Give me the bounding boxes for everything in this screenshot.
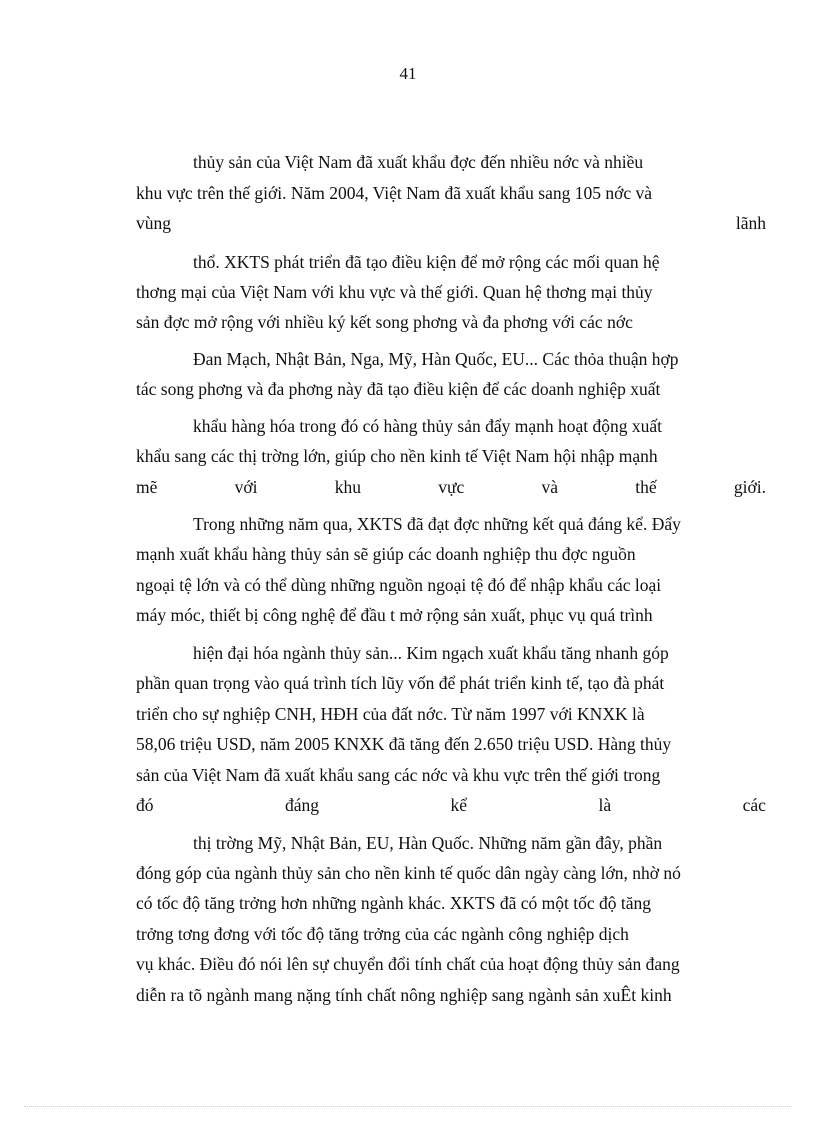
word: kể <box>450 795 468 815</box>
text-line: thị trờng Mỹ, Nhật Bản, EU, Hàn Quốc. Những năm gần đây, phần <box>193 833 663 853</box>
text-line: khu vực trên thế giới. Năm 2004, Việt Nam đã xuất khẩu sang 105 nớc và <box>136 183 653 203</box>
word: thế <box>635 477 657 497</box>
text-line: Đan Mạch, Nhật Bản, Nga, Mỹ, Hàn Quốc, EU... Các thỏa thuận hợp <box>193 349 679 369</box>
word: là <box>598 795 612 815</box>
text-line: Trong những năm qua, XKTS đã đạt đợc những kết quả đáng kể. Đẩy <box>193 514 681 534</box>
text-line: ngoại tệ lớn và có thể dùng những nguồn ngoại tệ đó để nhập khẩu các loại <box>136 575 662 595</box>
text-line: diễn ra tõ ngành mang nặng tính chất nông nghiệp sang ngành sản xuÊt kinh <box>136 985 672 1005</box>
text-line: thủy sản của Việt Nam đã xuất khẩu đợc đến nhiều nớc và nhiều <box>193 152 644 172</box>
text-line: khẩu sang các thị trờng lớn, giúp cho nền kinh tế Việt Nam hội nhập mạnh <box>136 446 658 466</box>
text-line: sản đợc mở rộng với nhiều ký kết song phơng và đa phơng với các nớc <box>136 312 633 332</box>
text-line-spread <box>136 474 766 500</box>
text-line: phần quan trọng vào quá trình tích lũy vốn để phát triển kinh tế, tạo đà phát <box>136 673 665 693</box>
word: vùng <box>136 213 171 233</box>
text-line: đóng góp của ngành thủy sản cho nền kinh tế quốc dân ngày càng lớn, nhờ nó <box>136 863 681 883</box>
word: mẽ <box>136 477 158 497</box>
text-line: 58,06 triệu USD, năm 2005 KNXK đã tăng đến 2.650 triệu USD. Hàng thủy <box>136 734 672 754</box>
text-line: trởng tơng đơng với tốc độ tăng trởng của các ngành công nghiệp dịch <box>136 924 629 944</box>
text-line: vụ khác. Điều đó nói lên sự chuyển đổi tính chất của hoạt động thủy sản đang <box>136 954 680 974</box>
text-line: thơng mại của Việt Nam với khu vực và thế giới. Quan hệ thơng mại thủy <box>136 282 653 302</box>
text-line-spread <box>136 792 766 818</box>
word: khu <box>334 477 361 497</box>
word: với <box>234 477 258 497</box>
word: và <box>541 477 558 497</box>
text-line: mạnh xuất khẩu hàng thủy sản sẽ giúp các doanh nghiệp thu đợc nguồn <box>136 544 636 564</box>
page-bottom-border <box>24 1106 792 1107</box>
text-line: khẩu hàng hóa trong đó có hàng thủy sản đẩy mạnh hoạt động xuất <box>193 416 662 436</box>
word: các <box>742 795 766 815</box>
text-line: hiện đại hóa ngành thủy sản... Kim ngạch xuất khẩu tăng nhanh góp <box>193 643 669 663</box>
text-line: triển cho sự nghiệp CNH, HĐH của đất nớc. Từ năm 1997 với KNXK là <box>136 704 645 724</box>
text-line-spread <box>136 210 766 236</box>
word: đáng <box>284 795 320 815</box>
text-line: thổ. XKTS phát triển đã tạo điều kiện để mở rộng các mối quan hệ <box>193 252 660 272</box>
text-line: sản của Việt Nam đã xuất khẩu sang các nớc và khu vực trên thế giới trong <box>136 765 661 785</box>
text-line: có tốc độ tăng trởng hơn những ngành khác. XKTS đã có một tốc độ tăng <box>136 893 651 913</box>
word: giới. <box>733 477 766 497</box>
word: lãnh <box>735 213 766 233</box>
text-line: máy móc, thiết bị công nghệ để đầu t mở rộng sản xuất, phục vụ quá trình <box>136 605 653 625</box>
word: đó <box>136 795 154 815</box>
word: vực <box>438 477 465 497</box>
text-line: tác song phơng và đa phơng này đã tạo điều kiện để các doanh nghiệp xuất <box>136 379 661 399</box>
page-number: 41 <box>399 64 417 83</box>
